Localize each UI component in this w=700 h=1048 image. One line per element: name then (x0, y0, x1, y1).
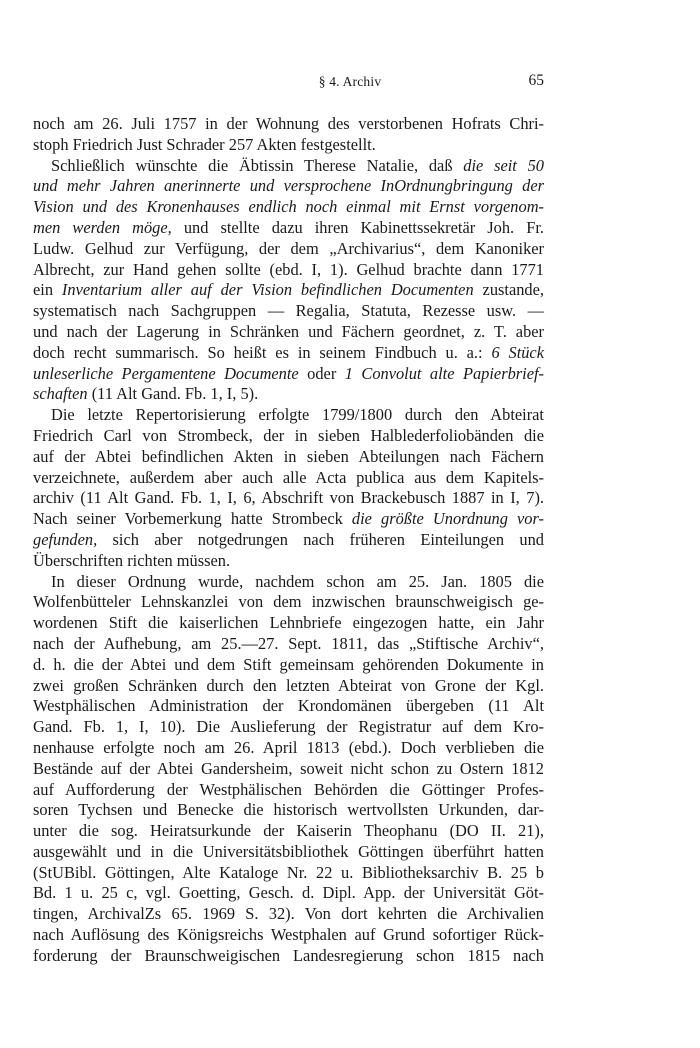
text-segment: und stellte dazu ihren Kabinettssekretär Joh. Fr. (171, 217, 545, 237)
text-segment: oder (298, 363, 345, 383)
text-line (33, 509, 544, 530)
text-line (33, 946, 544, 967)
text-segment: Überschriften richten müssen. (33, 550, 231, 570)
italic-text: schaften (33, 384, 88, 404)
text-line (33, 468, 544, 489)
text-segment: In dieser Ordnung wurde, nachdem schon am 25. Jan. 1805 die (51, 571, 544, 591)
text-segment: unter die sog. Heiratsurkunde der Kaiserin Theophanu (DO II. 21), (33, 821, 544, 841)
text-line (33, 447, 544, 468)
text-segment: Westphälischen Administration der Krondomänen übergeben (11 Alt (33, 696, 544, 716)
text-line (33, 613, 544, 634)
text-segment: nach Auflösung des Königsreichs Westphalen auf Grund sofortiger Rück- (33, 925, 544, 945)
text-segment: tingen, ArchivalZs 65. 1969 S. 32). Von dort kehrten die Archivalien (33, 904, 544, 924)
text-line (33, 904, 544, 925)
text-line (33, 655, 544, 676)
text-line (33, 364, 544, 385)
text-segment: Die letzte Repertorisierung erfolgte 1799/1800 durch den Abteirat (51, 405, 544, 425)
text-segment: wordenen Stift die kaiserlichen Lehnbriefe eingezogen hatte, ein Jahr (33, 613, 544, 633)
running-head (0, 72, 700, 92)
italic-text: 1 Convolut alte Papierbrief- (344, 363, 544, 383)
text-line (33, 551, 544, 572)
text-line (33, 176, 544, 197)
text-line (33, 842, 544, 863)
text-segment: doch recht summarisch. So heißt es in seinem Findbuch u. a.: (33, 342, 492, 362)
text-segment: zwei großen Schränken durch den letzten Abteirat von Grone der Kgl. (33, 675, 544, 695)
text-line (33, 676, 544, 697)
text-line (33, 156, 544, 177)
text-line (33, 135, 544, 156)
text-segment: soren Tychsen und Benecke die historisch wertvollsten Urkunden, dar- (33, 800, 544, 820)
text-segment: Schließlich wünschte die Äbtissin Therese Natalie, daß (51, 155, 464, 175)
text-segment: (11 Alt Gand. Fb. 1, I, 5). (87, 384, 259, 404)
text-line (33, 592, 544, 613)
text-line (33, 530, 544, 551)
text-line (33, 738, 544, 759)
text-segment: Bestände auf der Abtei Gandersheim, soweit nicht schon zu Ostern 1812 (33, 758, 544, 778)
text-line (33, 572, 544, 593)
text-segment: Wolfenbütteler Lehnskanzlei von dem inzwischen braunschweigisch ge- (33, 592, 544, 612)
text-segment: verzeichnete, außerdem aber auch alle Acta publica aus dem Kapitels- (33, 467, 544, 487)
text-line (33, 197, 544, 218)
text-line (33, 696, 544, 717)
text-line (33, 405, 544, 426)
text-line (33, 863, 544, 884)
text-line (33, 218, 544, 239)
text-segment: Bd. 1 u. 25 c, vgl. Goetting, Gesch. d. Dipl. App. der Universität Göt- (33, 883, 544, 903)
text-line (33, 883, 544, 904)
text-line (33, 780, 544, 801)
italic-text: die seit 50 (463, 155, 544, 175)
italic-text: 6 Stück (491, 342, 544, 362)
text-line (33, 239, 544, 260)
italic-text: und mehr Jahren anerinnerte und versprochene InOrdnungbringung der (33, 176, 544, 196)
text-line (33, 384, 544, 405)
text-segment: nach der Aufhebung, am 25.—27. Sept. 1811, das „Stiftische Archiv“, (33, 633, 544, 653)
text-segment: Friedrich Carl von Strombeck, der in sieben Halblederfoliobänden die (33, 425, 544, 445)
text-segment: auf der Abtei befindlichen Akten in sieben Abteilungen nach Fächern (33, 446, 544, 466)
text-segment: (StUBibl. Göttingen, Alte Kataloge Nr. 22 u. Bibliotheksarchiv B. 25 b (33, 862, 544, 882)
text-segment: systematisch nach Sachgruppen — Regalia, Statuta, Rezesse usw. — (33, 301, 544, 321)
text-segment: Nach seiner Vorbemerkung hatte Strombeck (33, 509, 352, 529)
text-line (33, 488, 544, 509)
section-title: § 4. Archiv (318, 74, 382, 89)
text-line (33, 280, 544, 301)
text-segment: noch am 26. Juli 1757 in der Wohnung des verstorbenen Hofrats Chri- (33, 114, 544, 133)
text-segment: nenhause erfolgte noch am 26. April 1813 (ebd.). Doch verblieben die (33, 737, 544, 757)
text-segment: zustande, (473, 280, 544, 300)
text-line (33, 821, 544, 842)
italic-text: Vision und des Kronenhauses endlich noch einmal mit Ernst vorgenom- (33, 197, 544, 217)
text-line (33, 114, 544, 135)
text-segment: archiv (11 Alt Gand. Fb. 1, I, 6, Abschrift von Brackebusch 1887 in I, 7). (33, 488, 544, 508)
text-segment: d. h. die der Abtei und dem Stift gemeinsam gehörenden Dokumente in (33, 654, 544, 674)
text-line (33, 800, 544, 821)
italic-text: unleserliche Pergamentene Documente (33, 363, 299, 383)
text-line (33, 759, 544, 780)
text-line (33, 426, 544, 447)
text-segment: ein (33, 280, 62, 300)
page-number: 65 (528, 72, 544, 89)
text-line (33, 634, 544, 655)
italic-text: die größte Unordnung vor- (351, 509, 544, 529)
text-line (33, 343, 544, 364)
italic-text: Inventarium aller auf der Vision befindlichen Documenten (61, 280, 474, 300)
italic-text: gefunden, (33, 529, 98, 549)
text-segment: Albrecht, zur Hand gehen sollte (ebd. I, 1). Gelhud brachte dann 1771 (33, 259, 544, 279)
text-line (33, 260, 544, 281)
body-text (33, 114, 544, 967)
text-segment: stoph Friedrich Just Schrader 257 Akten festgestellt. (33, 134, 376, 154)
text-line (33, 301, 544, 322)
text-segment: ausgewählt und in die Universitätsbibliothek Göttingen überführt hatten (33, 841, 544, 861)
italic-text: men werden möge, (33, 217, 172, 237)
text-segment: Gand. Fb. 1, I, 10). Die Auslieferung der Registratur auf dem Kro- (33, 717, 544, 737)
text-line (33, 925, 544, 946)
text-segment: forderung der Braunschweigischen Landesregierung schon 1815 nach (33, 945, 544, 965)
text-segment: auf Aufforderung der Westphälischen Behörden die Göttinger Profes- (33, 779, 544, 799)
text-line (33, 322, 544, 343)
text-segment: Ludw. Gelhud zur Verfügung, der dem „Archivarius“, dem Kanoniker (33, 238, 544, 258)
text-segment: und nach der Lagerung in Schränken und Fächern geordnet, z. T. aber (33, 321, 544, 341)
text-line (33, 717, 544, 738)
text-segment: sich aber notgedrungen nach früheren Einteilungen und (97, 529, 544, 549)
